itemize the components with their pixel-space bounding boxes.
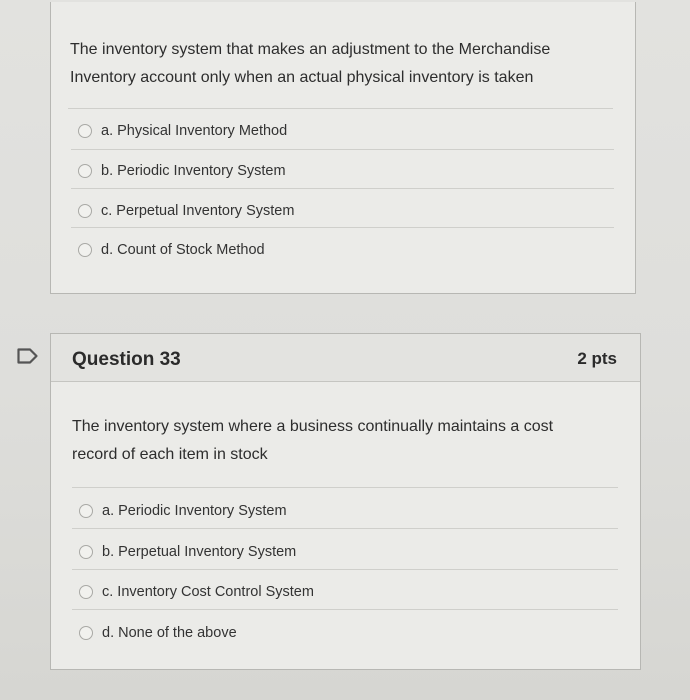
option-label: d. Count of Stock Method [101,242,265,258]
option-a[interactable] [79,500,287,522]
radio-button[interactable] [79,545,93,559]
question-text: The inventory system that makes an adjustment to the Merchandise Inventory account only when an actual physical inventory is taken [70,41,551,86]
option-a[interactable] [78,120,287,142]
question-card-previous [50,2,636,294]
radio-button[interactable] [78,243,92,257]
option-b[interactable] [79,541,296,563]
separator [68,108,613,109]
separator [72,528,618,529]
option-b[interactable] [78,160,286,182]
option-c[interactable] [79,581,314,603]
question-title: Question 33 [72,349,181,370]
separator [71,227,614,228]
option-label: b. Periodic Inventory System [101,163,286,179]
option-label: b. Perpetual Inventory System [102,544,297,560]
question-card-33 [50,333,641,670]
radio-button[interactable] [79,626,93,640]
option-label: c. Inventory Cost Control System [102,584,314,600]
radio-button[interactable] [79,504,93,518]
radio-button[interactable] [79,585,93,599]
option-label: d. None of the above [102,625,237,641]
radio-button[interactable] [78,124,92,138]
option-label: c. Perpetual Inventory System [101,203,295,219]
option-c[interactable] [78,200,294,222]
question-points: 2 pts [577,349,617,368]
radio-button[interactable] [78,204,92,218]
flag-question-icon[interactable] [17,348,39,364]
option-label: a. Physical Inventory Method [101,123,288,139]
separator [72,569,618,570]
option-label: a. Periodic Inventory System [102,503,287,519]
option-d[interactable] [79,622,237,644]
separator [72,487,618,488]
radio-button[interactable] [78,164,92,178]
option-d[interactable] [78,239,265,261]
separator [72,609,618,610]
separator [71,188,614,189]
separator [71,149,614,150]
question-header [51,334,640,382]
question-text: The inventory system where a business continually maintains a cost record of each item in stock [72,418,554,463]
